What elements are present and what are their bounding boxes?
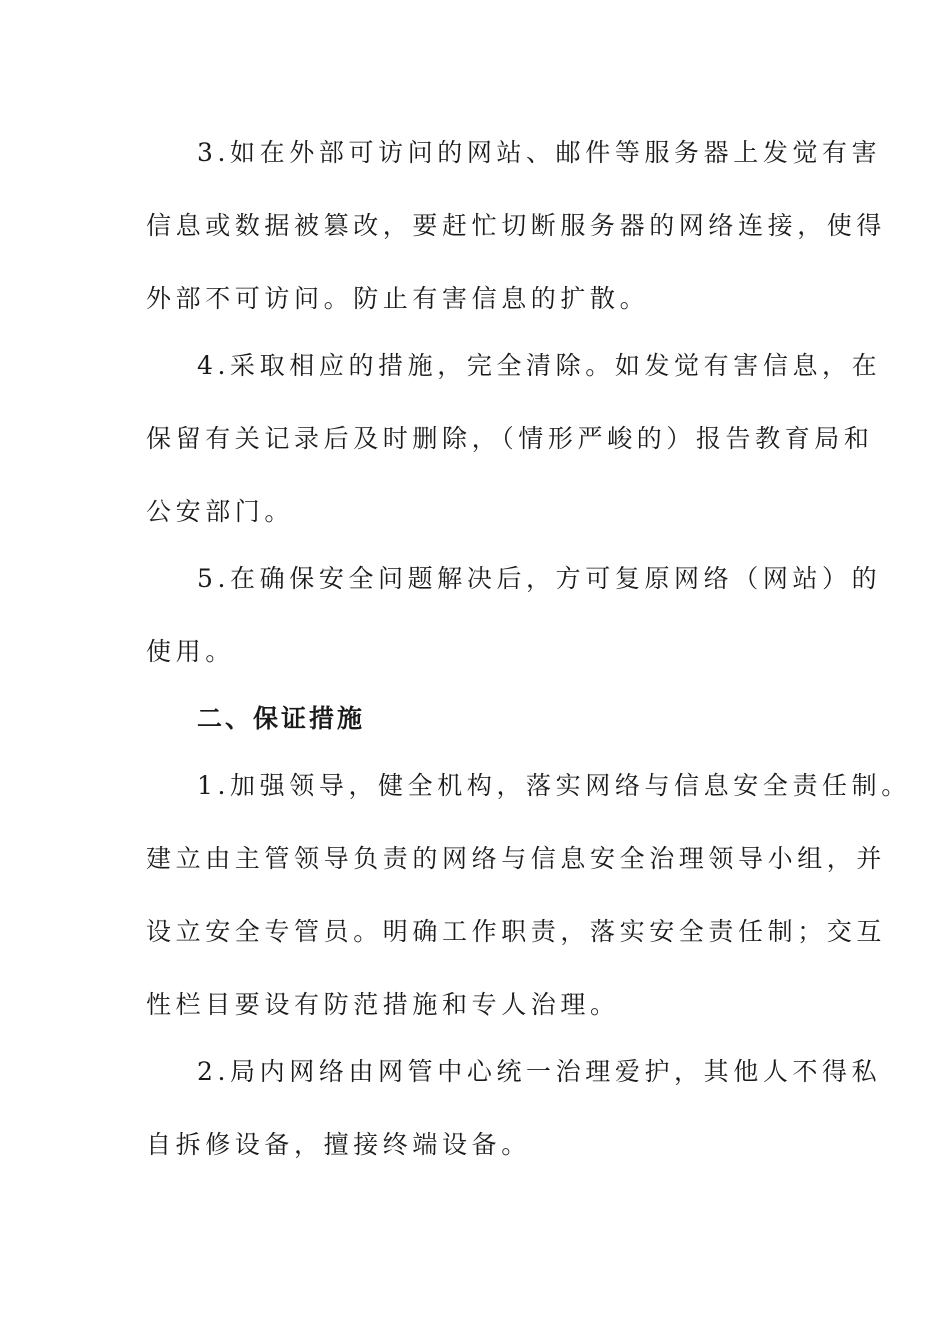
measure-1-line-1: 1.加强领导，健全机构，落实网络与信息安全责任制。 bbox=[197, 771, 911, 800]
measure-1-line-4: 性栏目要设有防范措施和专人治理。 bbox=[146, 990, 620, 1019]
paragraph-4-line-1: 4.采取相应的措施，完全清除。如发觉有害信息，在 bbox=[197, 351, 882, 380]
paragraph-5-line-2: 使用。 bbox=[146, 637, 235, 666]
paragraph-3-line-3: 外部不可访问。防止有害信息的扩散。 bbox=[146, 284, 650, 313]
measure-2-line-1: 2.局内网络由网管中心统一治理爱护，其他人不得私 bbox=[197, 1057, 882, 1086]
measure-1-line-3: 设立安全专管员。明确工作职责，落实安全责任制；交互 bbox=[146, 917, 887, 946]
paragraph-3-line-1: 3.如在外部可访问的网站、邮件等服务器上发觉有害 bbox=[197, 138, 882, 167]
paragraph-4-line-3: 公安部门。 bbox=[146, 497, 295, 526]
measure-1-line-2: 建立由主管领导负责的网络与信息安全治理领导小组，并 bbox=[146, 844, 887, 873]
paragraph-4-line-2: 保留有关记录后及时删除，（情形严峻的）报告教育局和 bbox=[146, 424, 874, 453]
measure-2-line-2: 自拆修设备，擅接终端设备。 bbox=[146, 1130, 531, 1159]
paragraph-3-line-2: 信息或数据被篡改，要赶忙切断服务器的网络连接，使得 bbox=[146, 211, 887, 240]
paragraph-5-line-1: 5.在确保安全问题解决后，方可复原网络（网站）的 bbox=[197, 564, 882, 593]
section-heading: 二、保证措施 bbox=[197, 704, 366, 733]
